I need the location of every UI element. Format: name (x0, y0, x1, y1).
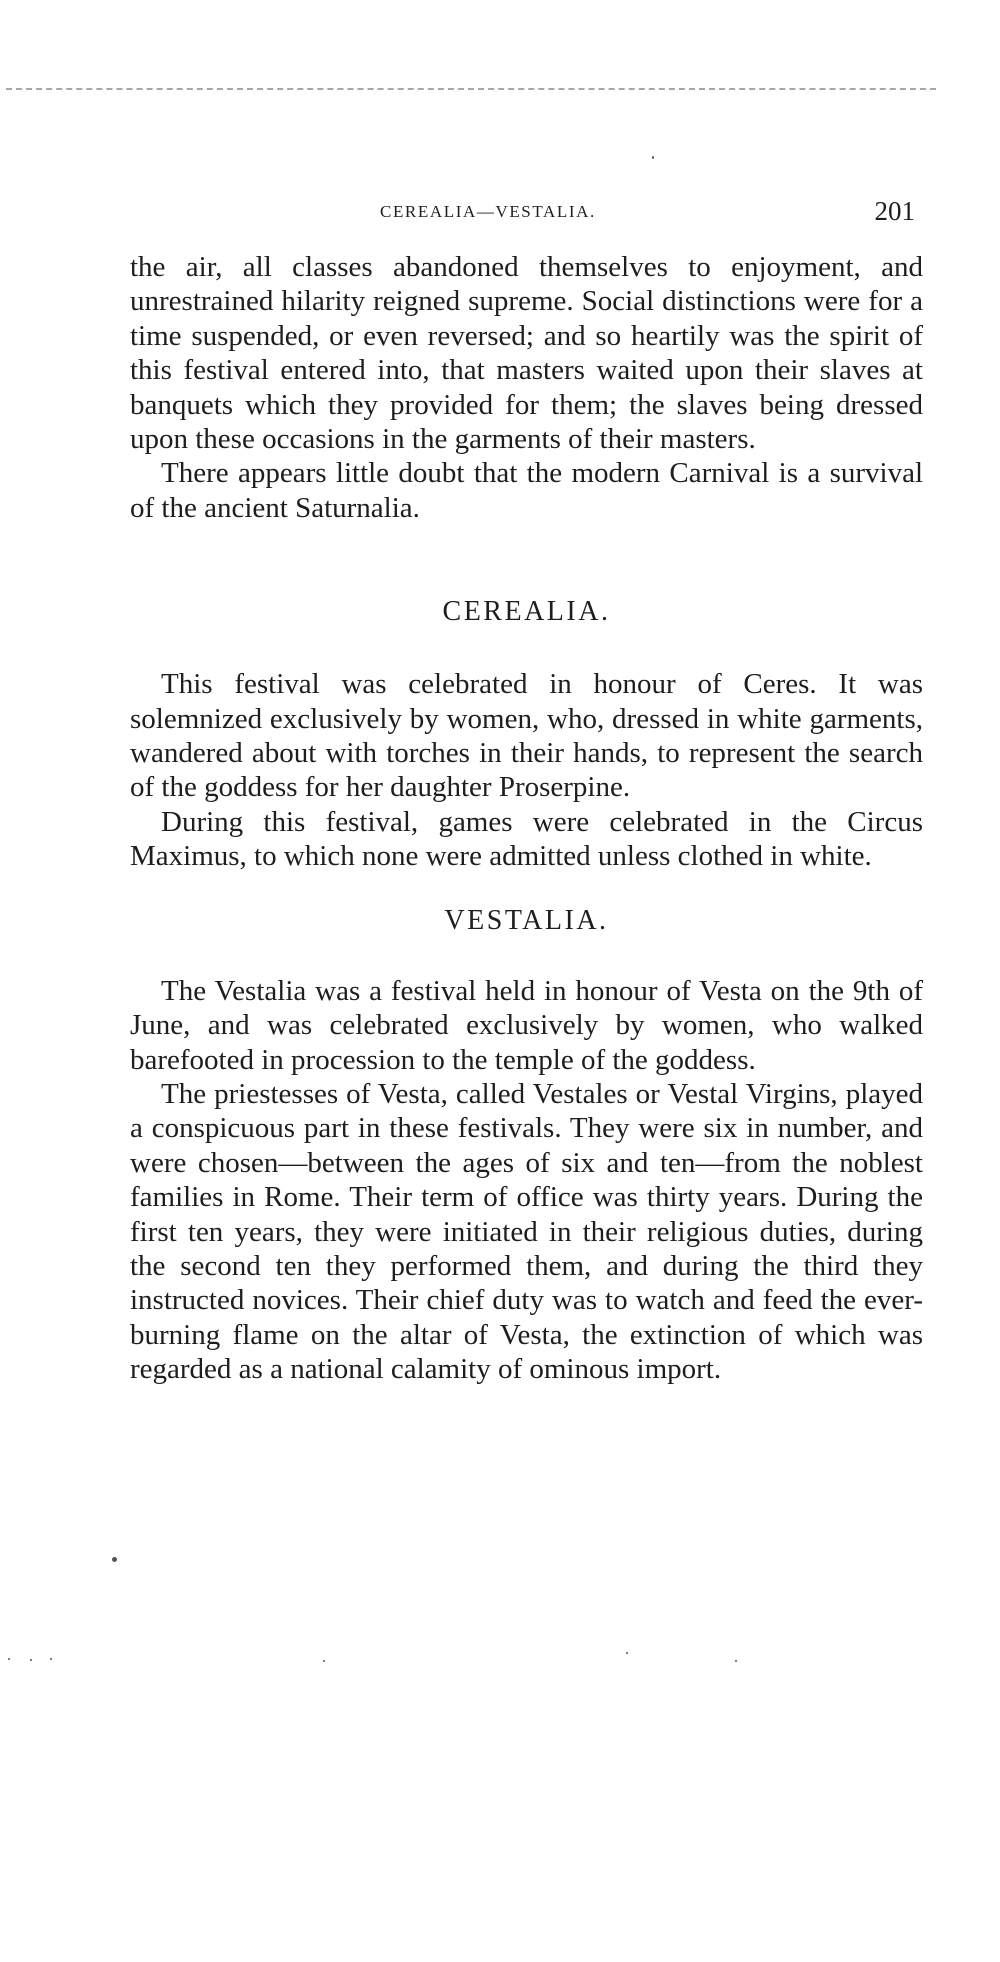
scan-speck (652, 156, 654, 159)
paragraph-carnival: There appears little doubt that the modern Carnival is a survival of the ancient Saturnalia. (130, 457, 923, 524)
bottom-scan-marks (0, 1650, 1000, 1670)
scan-speck (112, 1557, 117, 1562)
running-head (130, 196, 920, 236)
paragraph-saturnalia-continued: the air, all classes abandoned themselves to enjoyment, and unrestrained hilarity reigned supreme. Social distinctions were for a time suspended, or even reversed; and so heartily was the spirit of this festival entered into, that masters waited upon their slaves at banquets which they provided for them; the slaves being dressed upon these occasions in the garments of their masters. (130, 251, 923, 456)
page-body (130, 250, 923, 1387)
section-heading-cerealia: CEREALIA. (442, 596, 611, 628)
section-heading-vestalia: VESTALIA. (444, 904, 609, 936)
page-number: 201 (874, 196, 915, 226)
paragraph-vestalia-2: The priestesses of Vesta, called Vestales or Vestal Virgins, played a conspicuous part in these festivals. They were six in number, and were chosen—between the ages of six and ten—from the noblest families in Rome. Their term of office was thirty years. During the first ten years, they were initiated in their religious duties, during the second ten they performed them, and during the third they instructed novices. Their chief duty was to watch and feed the ever-burning flame on the altar of Vesta, the extinction of which was regarded as a national calamity of ominous import. (130, 1077, 923, 1386)
paragraph-cerealia-2: During this festival, games were celebrated in the Circus Maximus, to which none were admitted unless clothed in white. (130, 805, 923, 873)
running-title: CEREALIA—VESTALIA. (380, 202, 596, 221)
top-edge-scan-rule (6, 88, 936, 90)
paragraph-vestalia-1: The Vestalia was a festival held in honour of Vesta on the 9th of June, and was celebrated exclusively by women, who walked barefooted in procession to the temple of the goddess. (130, 974, 923, 1076)
paragraph-cerealia-1: This festival was celebrated in honour of Ceres. It was solemnized exclusively by women, who, dressed in white garments, wandered about with torches in their hands, to represent the search of the goddess for her daughter Proserpine. (130, 668, 923, 804)
